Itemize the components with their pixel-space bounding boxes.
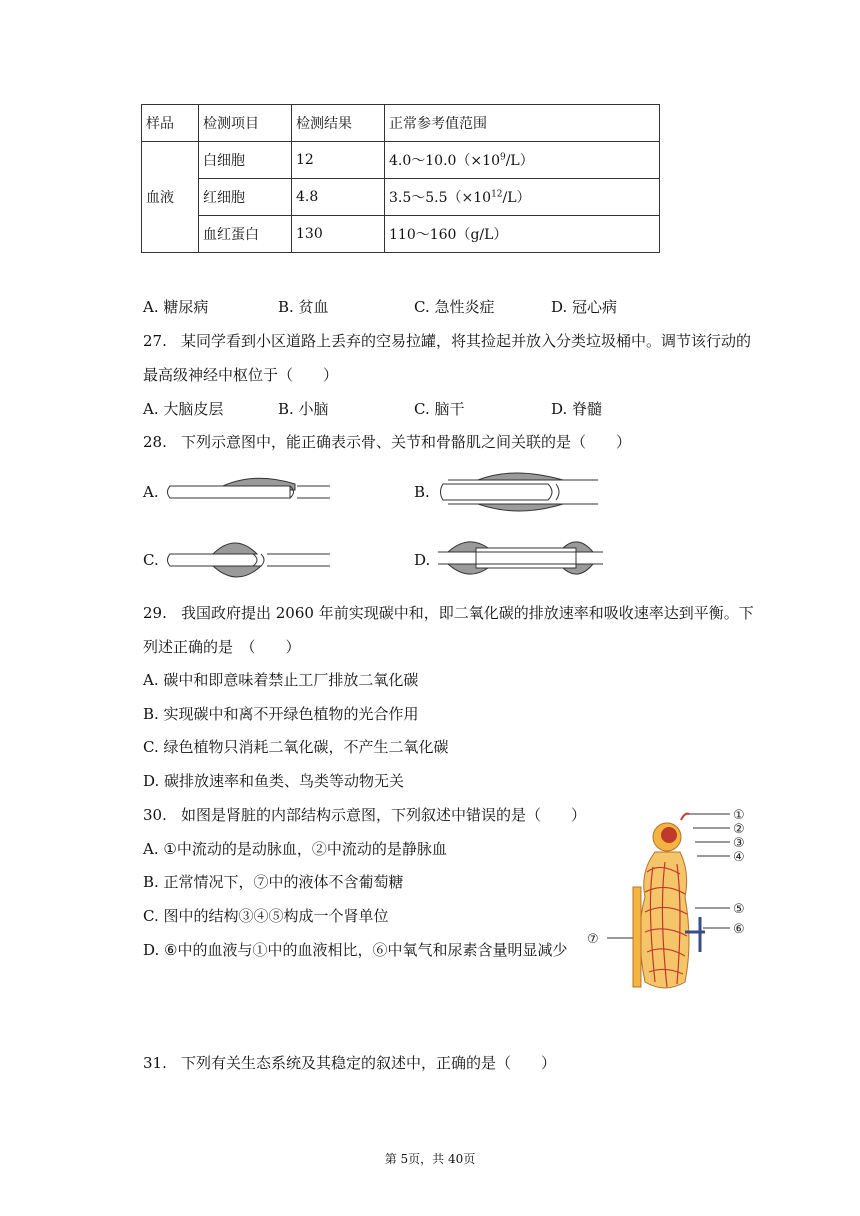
label-2: ② — [733, 822, 745, 837]
q30-option-d[interactable]: D. ⑥中的血液与①中的血液相比，⑥中氧气和尿素含量明显减少 — [143, 941, 568, 959]
header-range: 正常参考值范围 — [385, 105, 660, 142]
result-cell: 12 — [292, 142, 385, 179]
table-header-row — [142, 105, 660, 142]
q29-number: 29. — [143, 604, 167, 622]
sample-cell: 血液 — [142, 142, 199, 253]
label-5: ⑤ — [733, 902, 745, 917]
q26-option-d[interactable]: D. 冠心病 — [551, 298, 618, 316]
label-4: ④ — [733, 850, 745, 865]
q29-option-a[interactable]: A. 碳中和即意味着禁止工厂排放二氧化碳 — [143, 671, 419, 689]
q31-number: 31. — [143, 1054, 167, 1072]
joint-diagram-b — [438, 466, 603, 518]
header-item: 检测项目 — [199, 105, 292, 142]
q28-number: 28. — [143, 433, 167, 451]
q26-option-a[interactable]: A. 糖尿病 — [143, 298, 209, 316]
q30-stem: 30. 如图是肾脏的内部结构示意图，下列叙述中错误的是（ ） — [143, 806, 587, 824]
q27-number: 27. — [143, 332, 167, 350]
q27-stem-line2: 最高级神经中枢位于（ ） — [143, 366, 339, 384]
q30-option-a[interactable]: A. ①中流动的是动脉血，②中流动的是静脉血 — [143, 840, 447, 858]
header-result: 检测结果 — [292, 105, 385, 142]
item-cell: 白细胞 — [199, 142, 292, 179]
header-sample: 样品 — [142, 105, 199, 142]
q30-number: 30. — [143, 806, 167, 824]
q28-option-c[interactable]: C. — [143, 551, 159, 569]
label-6: ⑥ — [733, 922, 745, 937]
label-1: ① — [733, 808, 745, 823]
q27-option-d[interactable]: D. 脊髓 — [551, 400, 603, 418]
result-cell: 4.8 — [292, 179, 385, 216]
joint-diagram-a — [165, 470, 330, 510]
joint-diagram-d — [438, 530, 603, 586]
label-7: ⑦ — [587, 932, 599, 947]
q26-option-c[interactable]: C. 急性炎症 — [414, 298, 495, 316]
range-cell: 110～160（g/L） — [385, 216, 660, 253]
q28-stem: 28. 下列示意图中，能正确表示骨、关节和骨骼肌之间关联的是（ ） — [143, 433, 632, 451]
q27-option-c[interactable]: C. 脑干 — [414, 400, 465, 418]
q29-stem: 29. 我国政府提出 2060 年前实现碳中和，即二氧化碳的排放速率和吸收速率达到平衡。下 — [143, 604, 754, 622]
range-cell: $4.0\sim 10.0(\times 10^9/L)$ — [385, 142, 660, 179]
q30-option-b[interactable]: B. 正常情况下，⑦中的液体不含葡萄糖 — [143, 873, 404, 891]
q27-option-a[interactable]: A. 大脑皮层 — [143, 400, 224, 418]
q31-stem: 31. 下列有关生态系统及其稳定的叙述中，正确的是（ ） — [143, 1054, 557, 1072]
table-row — [142, 142, 660, 179]
nephron-figure — [585, 802, 760, 997]
q28-option-d[interactable]: D. — [414, 551, 431, 569]
page-footer: 第 5页，共 40页 — [384, 1152, 476, 1166]
q27-option-b[interactable]: B. 小脑 — [278, 400, 329, 418]
label-3: ③ — [733, 836, 745, 851]
table-row — [142, 216, 660, 253]
range-cell: $3.5\sim 5.5(\times 10^{12}/L)$ — [385, 179, 660, 216]
q29-option-c[interactable]: C. 绿色植物只消耗二氧化碳，不产生二氧化碳 — [143, 738, 449, 756]
item-cell: 血红蛋白 — [199, 216, 292, 253]
table-row — [142, 179, 660, 216]
q28-option-a[interactable]: A. — [143, 483, 159, 501]
q29-option-d[interactable]: D. 碳排放速率和鱼类、鸟类等动物无关 — [143, 772, 405, 790]
blood-test-table — [141, 104, 660, 253]
item-cell: 红细胞 — [199, 179, 292, 216]
q27-stem: 27. 某同学看到小区道路上丢弃的空易拉罐，将其捡起并放入分类垃圾桶中。调节该行动的 — [143, 332, 752, 350]
q29-option-b[interactable]: B. 实现碳中和离不开绿色植物的光合作用 — [143, 705, 419, 723]
q29-stem-line2: 列述正确的是 （ ） — [143, 638, 301, 656]
joint-diagram-c — [165, 532, 330, 588]
q30-option-c[interactable]: C. 图中的结构③④⑤构成一个肾单位 — [143, 907, 389, 925]
result-cell: 130 — [292, 216, 385, 253]
q28-option-b[interactable]: B. — [414, 483, 430, 501]
q26-option-b[interactable]: B. 贫血 — [278, 298, 329, 316]
